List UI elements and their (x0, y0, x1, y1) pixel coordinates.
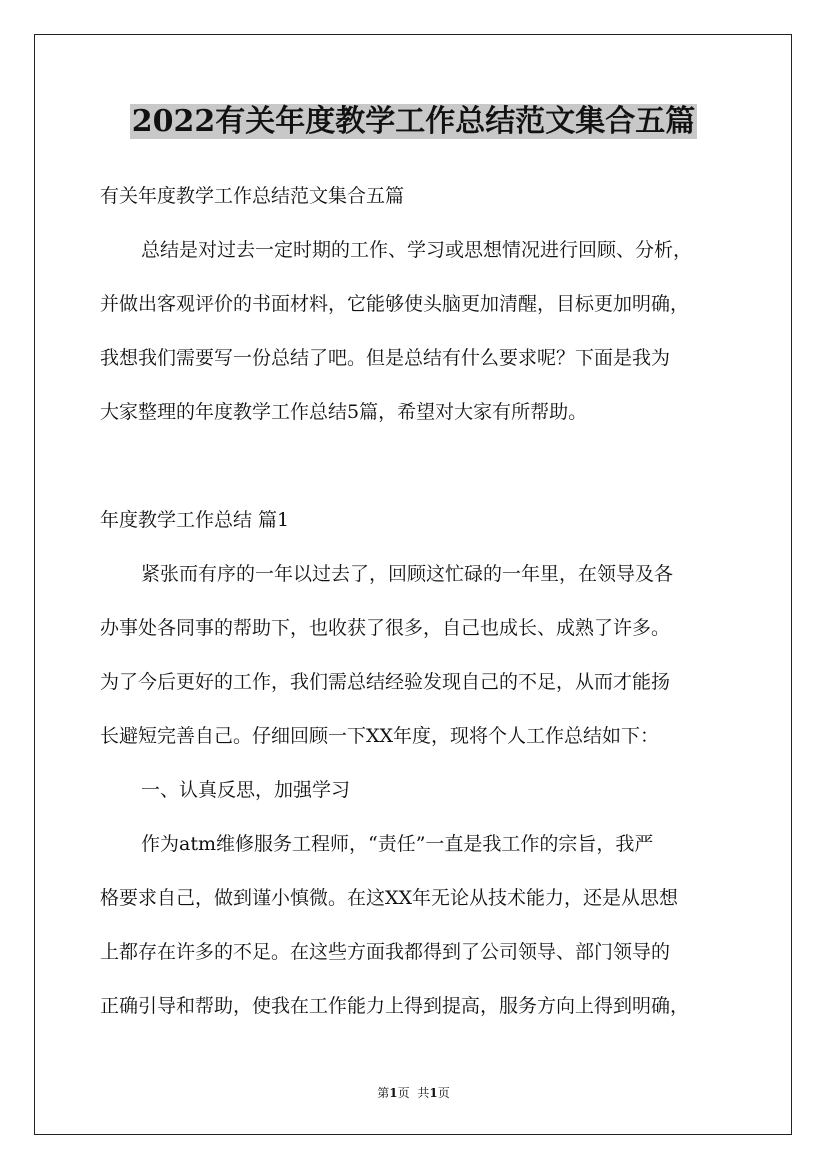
paragraph-line: 总结是对过去一定时期的工作、学习或思想情况进行回顾、分析， (141, 239, 693, 261)
paragraph-line: 作为atm维修服务工程师，“责任”一直是我工作的宗旨，我严 (141, 833, 654, 855)
page-footer (0, 1085, 827, 1101)
subtitle-line: 有关年度教学工作总结范文集合五篇 (100, 185, 405, 207)
section-heading: 年度教学工作总结 篇1 (100, 509, 290, 531)
paragraph-line: 我想我们需要写一份总结了吧。但是总结有什么要求呢？下面是我为 (100, 347, 671, 369)
document-title-text: 2022有关年度教学工作总结范文集合五篇 (131, 104, 696, 139)
document-title (0, 100, 827, 144)
paragraph-line: 为了今后更好的工作，我们需总结经验发现自己的不足，从而才能扬 (100, 671, 671, 693)
paragraph-line: 并做出客观评价的书面材料，它能够使头脑更加清醒，目标更加明确， (100, 293, 690, 315)
footer-total-suffix: 页 (437, 1086, 450, 1100)
paragraph-line: 办事处各同事的帮助下，也收获了很多，自己也成长、成熟了许多。 (100, 617, 671, 639)
footer-page-suffix: 页 (397, 1086, 410, 1100)
paragraph-line: 格要求自己，做到谨小慎微。在这XX年无论从技术能力，还是从思想 (100, 887, 679, 909)
paragraph-line: 正确引导和帮助，使我在工作能力上得到提高，服务方向上得到明确， (100, 995, 690, 1017)
paragraph-line: 紧张而有序的一年以过去了，回顾这忙碌的一年里，在领导及各 (141, 563, 674, 585)
footer-page-number: 1 (389, 1086, 398, 1100)
footer-page-prefix: 第 (377, 1086, 390, 1100)
footer-total-prefix: 共 (417, 1086, 430, 1100)
subsection-heading: 一、认真反思，加强学习 (141, 779, 351, 801)
footer-total-pages: 1 (429, 1086, 438, 1100)
paragraph-line: 长避短完善自己。仔细回顾一下XX年度，现将个人工作总结如下： (100, 725, 660, 747)
paragraph-line: 大家整理的年度教学工作总结5篇，希望对大家有所帮助。 (100, 401, 588, 423)
paragraph-line: 上都存在许多的不足。在这些方面我都得到了公司领导、部门领导的 (100, 941, 671, 963)
